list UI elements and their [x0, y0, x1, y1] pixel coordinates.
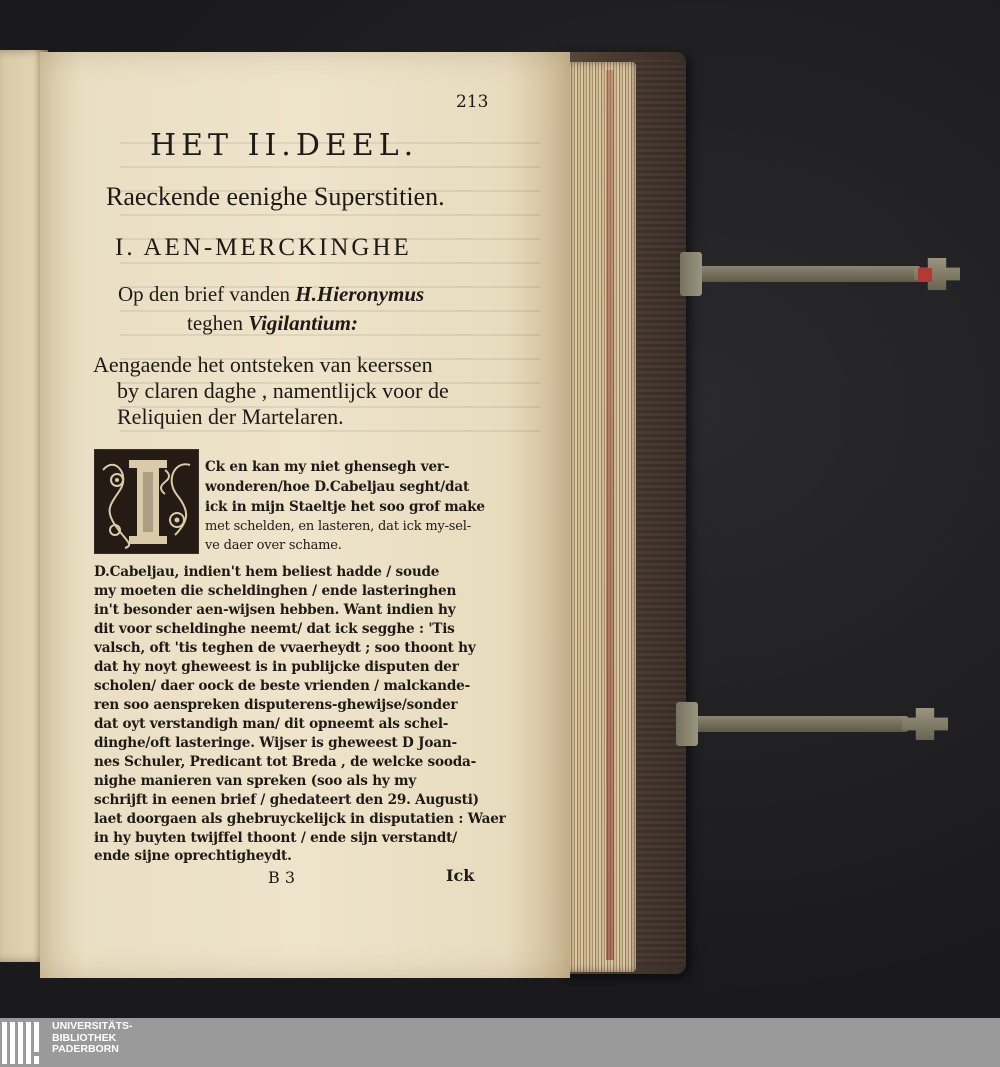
- letter-heading-name: H.Hieronymus: [295, 282, 425, 306]
- logo-line: BIBLIOTHEK: [52, 1031, 117, 1044]
- clasp-bottom: [676, 708, 948, 738]
- page-number: 213: [456, 92, 489, 112]
- letter-heading-name: Vigilantium:: [248, 311, 358, 335]
- body-line: my moeten die scheldinghen / ende lasteringhen: [94, 583, 457, 599]
- subject-line: Reliquien der Martelaren.: [117, 404, 344, 429]
- letter-heading-line-2: [187, 311, 358, 336]
- body-line: dinghe/oft lasteringe. Wijser is gheweest D Joan-: [94, 735, 457, 751]
- body-line: nes Schuler, Predicant tot Breda , de welcke sooda-: [94, 754, 477, 770]
- body-line: ve daer over schame.: [205, 538, 342, 553]
- body-line: nighe manieren van spreken (soo als hy my: [94, 773, 417, 789]
- woodcut-initial-icon: [94, 449, 199, 554]
- subject-line: by claren daghe , namentlijck voor de: [117, 378, 449, 403]
- signature-mark: B 3: [268, 868, 296, 887]
- body-line: met schelden, en lasteren, dat ick my-sel-: [205, 519, 471, 534]
- body-line: dat oyt verstandigh man/ dit opneemt als schel-: [94, 716, 449, 732]
- red-edge-tint: [606, 70, 614, 960]
- body-line: ren soo aenspreken disputerens-ghewijse/sonder: [94, 697, 458, 713]
- letter-heading-text: Op den brief vanden: [118, 282, 296, 306]
- body-line: dat hy noyt gheweest is in publijcke disputen der: [94, 659, 459, 675]
- book-spine: [628, 60, 686, 965]
- letter-heading-text: teghen: [187, 311, 249, 335]
- part-heading: HET II.DEEL.: [150, 128, 419, 163]
- body-line: scholen/ daer oock de beste vrienden / malckande-: [94, 678, 471, 694]
- page-block-edges: [566, 62, 636, 972]
- body-line: dit voor scheldinghe neemt/ dat ick segghe : 'Tis: [94, 621, 455, 637]
- subject-line: Aengaende het ontsteken van keerssen: [93, 352, 433, 377]
- library-logo-icon: [0, 1020, 46, 1066]
- clasp-top: [680, 258, 960, 288]
- body-line: Ck en kan my niet ghensegh ver-: [205, 459, 450, 475]
- body-line: ende sijne oprechtigheydt.: [94, 848, 292, 864]
- body-line: wonderen/hoe D.Cabeljau seght/dat: [205, 479, 470, 495]
- body-line: in hy buyten twijffel thoont / ende sijn verstandt/: [94, 830, 457, 846]
- body-line: laet doorgaen als ghebruyckelijck in disputatien : Waer: [94, 811, 506, 827]
- logo-line: UNIVERSITÄTS-: [52, 1020, 133, 1032]
- catchword: Ick: [446, 866, 475, 885]
- body-line: valsch, oft 'tis teghen de vvaerheydt ; soo thoont hy: [94, 640, 476, 656]
- body-line: schrijft in eenen brief / ghedateert den 29. Augusti): [94, 792, 479, 808]
- library-logo-text: [52, 1021, 133, 1056]
- body-line: D.Cabeljau, indien't hem beliest hadde / soude: [94, 564, 440, 580]
- letter-heading-line-1: [118, 282, 424, 307]
- body-line: ick in mijn Staeltje het soo grof make: [205, 499, 485, 515]
- logo-line: PADERBORN: [52, 1043, 119, 1055]
- subtitle: Raeckende eenighe Superstitien.: [106, 182, 445, 211]
- footer-bar: [0, 1018, 1000, 1067]
- section-heading: I. AEN-MERCKINGHE: [115, 234, 412, 261]
- body-line: in't besonder aen-wijsen hebben. Want indien hy: [94, 602, 456, 618]
